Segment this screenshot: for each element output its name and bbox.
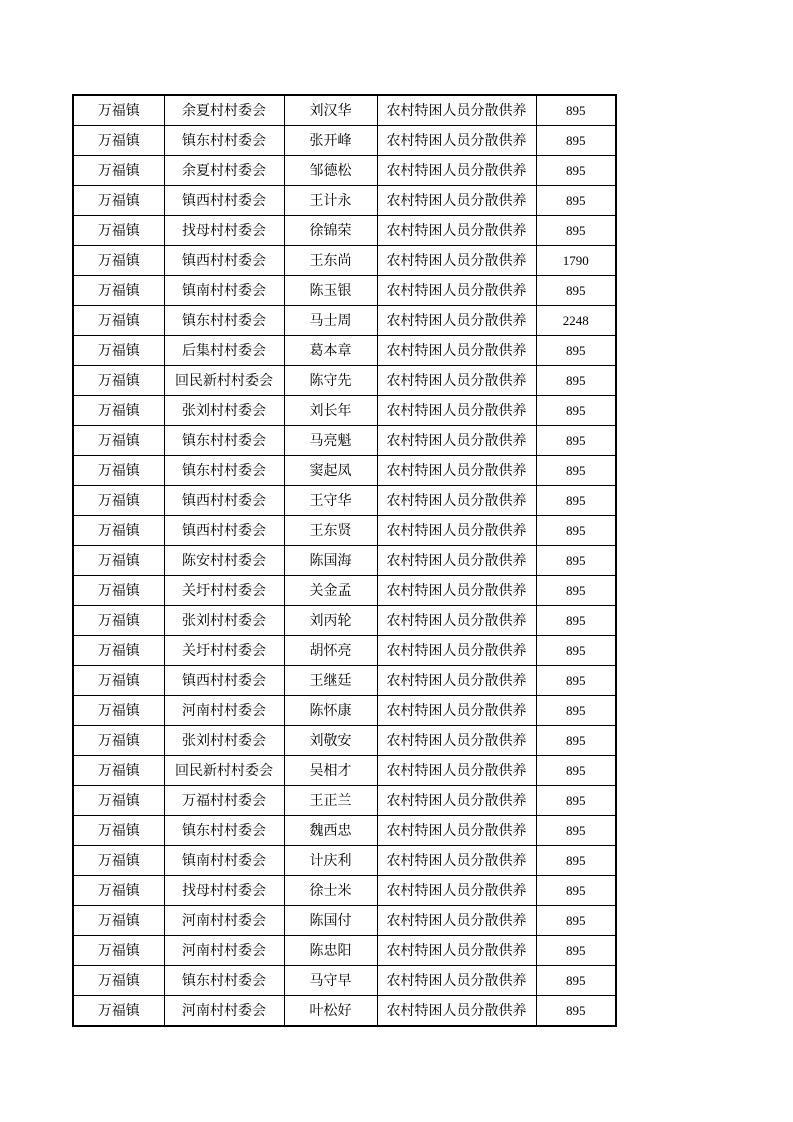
cell-name: 窦起凤: [284, 456, 377, 486]
table-row: [73, 366, 616, 396]
cell-village: 镇西村村委会: [164, 486, 284, 516]
cell-amount: 895: [536, 726, 616, 756]
cell-amount: 895: [536, 216, 616, 246]
cell-town: 万福镇: [73, 966, 164, 996]
cell-category: 农村特困人员分散供养: [377, 156, 536, 186]
cell-village: 关圩村村委会: [164, 576, 284, 606]
cell-name: 马亮魁: [284, 426, 377, 456]
relief-roster-table: [72, 94, 617, 1027]
cell-category: 农村特困人员分散供养: [377, 246, 536, 276]
cell-category: 农村特困人员分散供养: [377, 516, 536, 546]
cell-town: 万福镇: [73, 846, 164, 876]
cell-village: 河南村村委会: [164, 996, 284, 1027]
cell-name: 刘丙轮: [284, 606, 377, 636]
cell-amount: 895: [536, 936, 616, 966]
table-row: [73, 966, 616, 996]
cell-amount: 895: [536, 756, 616, 786]
cell-town: 万福镇: [73, 516, 164, 546]
cell-name: 陈守先: [284, 366, 377, 396]
table-body: [73, 95, 616, 1026]
cell-amount: 895: [536, 666, 616, 696]
cell-village: 余夏村村委会: [164, 95, 284, 126]
cell-category: 农村特困人员分散供养: [377, 966, 536, 996]
cell-town: 万福镇: [73, 786, 164, 816]
cell-category: 农村特困人员分散供养: [377, 816, 536, 846]
cell-category: 农村特困人员分散供养: [377, 906, 536, 936]
cell-village: 找母村村委会: [164, 216, 284, 246]
cell-village: 镇东村村委会: [164, 126, 284, 156]
cell-category: 农村特困人员分散供养: [377, 366, 536, 396]
cell-village: 陈安村村委会: [164, 546, 284, 576]
cell-name: 陈忠阳: [284, 936, 377, 966]
cell-name: 刘长年: [284, 396, 377, 426]
cell-town: 万福镇: [73, 546, 164, 576]
cell-village: 镇东村村委会: [164, 966, 284, 996]
cell-name: 陈国海: [284, 546, 377, 576]
table-row: [73, 216, 616, 246]
cell-category: 农村特困人员分散供养: [377, 546, 536, 576]
cell-village: 找母村村委会: [164, 876, 284, 906]
cell-name: 王东贤: [284, 516, 377, 546]
cell-village: 后集村村委会: [164, 336, 284, 366]
table-row: [73, 306, 616, 336]
cell-village: 河南村村委会: [164, 936, 284, 966]
cell-amount: 895: [536, 366, 616, 396]
cell-category: 农村特困人员分散供养: [377, 756, 536, 786]
table-row: [73, 126, 616, 156]
table-row: [73, 456, 616, 486]
cell-village: 张刘村村委会: [164, 396, 284, 426]
cell-category: 农村特困人员分散供养: [377, 186, 536, 216]
cell-name: 吴相才: [284, 756, 377, 786]
cell-town: 万福镇: [73, 306, 164, 336]
cell-amount: 895: [536, 95, 616, 126]
cell-category: 农村特困人员分散供养: [377, 276, 536, 306]
cell-amount: 895: [536, 426, 616, 456]
table-row: [73, 846, 616, 876]
cell-name: 刘敬安: [284, 726, 377, 756]
cell-town: 万福镇: [73, 426, 164, 456]
table-row: [73, 336, 616, 366]
cell-category: 农村特困人员分散供养: [377, 216, 536, 246]
cell-amount: 895: [536, 786, 616, 816]
table-row: [73, 696, 616, 726]
cell-amount: 895: [536, 816, 616, 846]
cell-name: 王守华: [284, 486, 377, 516]
cell-name: 马士周: [284, 306, 377, 336]
table-row: [73, 276, 616, 306]
cell-town: 万福镇: [73, 456, 164, 486]
cell-amount: 1790: [536, 246, 616, 276]
cell-category: 农村特困人员分散供养: [377, 996, 536, 1027]
cell-amount: 895: [536, 396, 616, 426]
cell-name: 关金孟: [284, 576, 377, 606]
cell-village: 河南村村委会: [164, 696, 284, 726]
cell-category: 农村特困人员分散供养: [377, 95, 536, 126]
cell-amount: 895: [536, 516, 616, 546]
cell-town: 万福镇: [73, 876, 164, 906]
cell-town: 万福镇: [73, 696, 164, 726]
cell-name: 陈玉银: [284, 276, 377, 306]
cell-category: 农村特困人员分散供养: [377, 126, 536, 156]
table-row: [73, 756, 616, 786]
table-row: [73, 396, 616, 426]
table-row: [73, 576, 616, 606]
table-row: [73, 786, 616, 816]
cell-town: 万福镇: [73, 276, 164, 306]
cell-town: 万福镇: [73, 636, 164, 666]
cell-town: 万福镇: [73, 186, 164, 216]
cell-name: 叶松好: [284, 996, 377, 1027]
cell-town: 万福镇: [73, 216, 164, 246]
cell-amount: 895: [536, 276, 616, 306]
cell-name: 刘汉华: [284, 95, 377, 126]
cell-village: 镇西村村委会: [164, 246, 284, 276]
cell-town: 万福镇: [73, 936, 164, 966]
cell-name: 陈国付: [284, 906, 377, 936]
cell-town: 万福镇: [73, 336, 164, 366]
cell-town: 万福镇: [73, 366, 164, 396]
table-row: [73, 606, 616, 636]
cell-town: 万福镇: [73, 126, 164, 156]
table-row: [73, 246, 616, 276]
cell-amount: 2248: [536, 306, 616, 336]
cell-category: 农村特困人员分散供养: [377, 786, 536, 816]
cell-town: 万福镇: [73, 486, 164, 516]
cell-town: 万福镇: [73, 906, 164, 936]
cell-amount: 895: [536, 966, 616, 996]
cell-amount: 895: [536, 456, 616, 486]
cell-village: 镇西村村委会: [164, 666, 284, 696]
cell-village: 镇南村村委会: [164, 846, 284, 876]
cell-name: 徐士米: [284, 876, 377, 906]
cell-category: 农村特困人员分散供养: [377, 726, 536, 756]
table-row: [73, 546, 616, 576]
cell-amount: 895: [536, 996, 616, 1027]
cell-village: 回民新村村委会: [164, 756, 284, 786]
table-row: [73, 666, 616, 696]
table-row: [73, 996, 616, 1027]
cell-category: 农村特困人员分散供养: [377, 696, 536, 726]
table-row: [73, 186, 616, 216]
cell-village: 余夏村村委会: [164, 156, 284, 186]
cell-amount: 895: [536, 606, 616, 636]
table-row: [73, 816, 616, 846]
cell-category: 农村特困人员分散供养: [377, 936, 536, 966]
cell-village: 镇东村村委会: [164, 426, 284, 456]
cell-amount: 895: [536, 576, 616, 606]
cell-town: 万福镇: [73, 756, 164, 786]
cell-village: 张刘村村委会: [164, 606, 284, 636]
cell-village: 关圩村村委会: [164, 636, 284, 666]
cell-category: 农村特困人员分散供养: [377, 456, 536, 486]
cell-village: 镇东村村委会: [164, 816, 284, 846]
table-row: [73, 516, 616, 546]
table-row: [73, 726, 616, 756]
cell-village: 万福村村委会: [164, 786, 284, 816]
cell-amount: 895: [536, 906, 616, 936]
cell-amount: 895: [536, 876, 616, 906]
cell-category: 农村特困人员分散供养: [377, 876, 536, 906]
cell-town: 万福镇: [73, 666, 164, 696]
cell-village: 张刘村村委会: [164, 726, 284, 756]
cell-name: 徐锦荣: [284, 216, 377, 246]
cell-category: 农村特困人员分散供养: [377, 666, 536, 696]
cell-amount: 895: [536, 126, 616, 156]
cell-amount: 895: [536, 486, 616, 516]
cell-name: 王东尚: [284, 246, 377, 276]
cell-category: 农村特困人员分散供养: [377, 396, 536, 426]
cell-amount: 895: [536, 636, 616, 666]
table-row: [73, 95, 616, 126]
cell-town: 万福镇: [73, 726, 164, 756]
cell-category: 农村特困人员分散供养: [377, 576, 536, 606]
cell-village: 镇东村村委会: [164, 456, 284, 486]
cell-amount: 895: [536, 186, 616, 216]
cell-town: 万福镇: [73, 246, 164, 276]
cell-village: 河南村村委会: [164, 906, 284, 936]
cell-category: 农村特困人员分散供养: [377, 606, 536, 636]
cell-name: 魏西忠: [284, 816, 377, 846]
cell-town: 万福镇: [73, 396, 164, 426]
cell-amount: 895: [536, 336, 616, 366]
cell-town: 万福镇: [73, 576, 164, 606]
cell-name: 葛本章: [284, 336, 377, 366]
table-row: [73, 906, 616, 936]
cell-category: 农村特困人员分散供养: [377, 306, 536, 336]
cell-category: 农村特困人员分散供养: [377, 846, 536, 876]
table-row: [73, 936, 616, 966]
cell-name: 陈怀康: [284, 696, 377, 726]
cell-village: 回民新村村委会: [164, 366, 284, 396]
cell-name: 胡怀亮: [284, 636, 377, 666]
cell-town: 万福镇: [73, 606, 164, 636]
cell-category: 农村特困人员分散供养: [377, 336, 536, 366]
cell-village: 镇南村村委会: [164, 276, 284, 306]
cell-name: 马守早: [284, 966, 377, 996]
cell-name: 王继廷: [284, 666, 377, 696]
table-row: [73, 426, 616, 456]
cell-amount: 895: [536, 846, 616, 876]
cell-name: 王正兰: [284, 786, 377, 816]
cell-name: 邹德松: [284, 156, 377, 186]
table-row: [73, 486, 616, 516]
table-row: [73, 876, 616, 906]
cell-town: 万福镇: [73, 996, 164, 1027]
cell-name: 计庆利: [284, 846, 377, 876]
cell-name: 王计永: [284, 186, 377, 216]
cell-amount: 895: [536, 696, 616, 726]
cell-town: 万福镇: [73, 95, 164, 126]
cell-category: 农村特困人员分散供养: [377, 636, 536, 666]
cell-amount: 895: [536, 546, 616, 576]
table-row: [73, 636, 616, 666]
cell-name: 张开峰: [284, 126, 377, 156]
table-row: [73, 156, 616, 186]
cell-town: 万福镇: [73, 156, 164, 186]
cell-town: 万福镇: [73, 816, 164, 846]
cell-village: 镇西村村委会: [164, 186, 284, 216]
cell-amount: 895: [536, 156, 616, 186]
cell-category: 农村特困人员分散供养: [377, 486, 536, 516]
cell-category: 农村特困人员分散供养: [377, 426, 536, 456]
cell-village: 镇东村村委会: [164, 306, 284, 336]
cell-village: 镇西村村委会: [164, 516, 284, 546]
